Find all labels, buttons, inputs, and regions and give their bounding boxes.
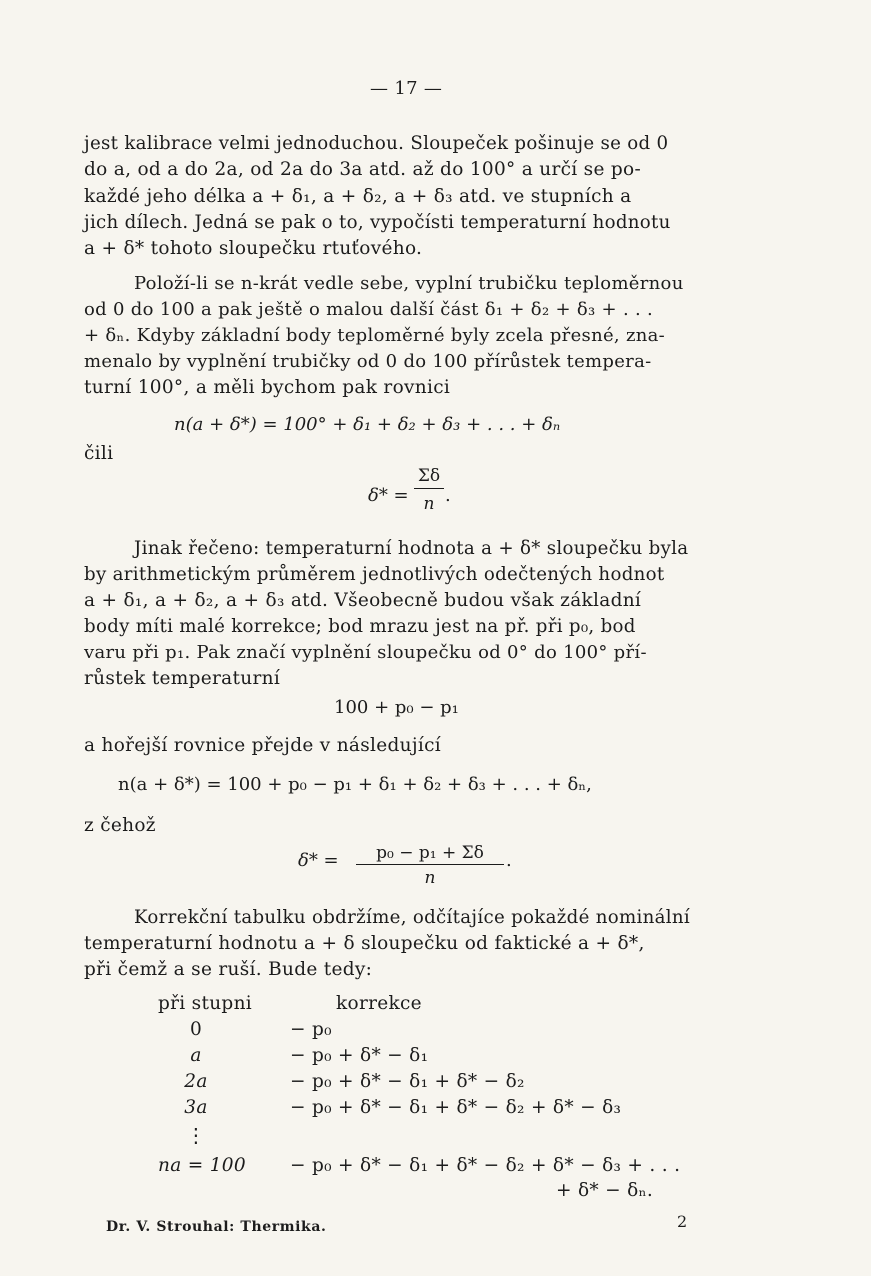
- para1-line3: každé jeho délka a + δ₁, a + δ₂, a + δ₃ atd. ve stupních a: [84, 186, 632, 207]
- para2-line3: + δₙ. Kdyby základní body teploměrné byly zcela přesné, zna-: [84, 325, 666, 346]
- equation-2-fraction-bar: [414, 488, 444, 489]
- table-row-0-correction: − p₀: [290, 1019, 332, 1040]
- para2-line5: turní 100°, a měli bychom pak rovnici: [84, 377, 451, 398]
- para3-line1: Jinak řečeno: temperaturní hodnota a + δ* sloupečku byla: [134, 538, 689, 559]
- para5-line2: temperaturní hodnotu a + δ sloupečku od faktické a + δ*,: [84, 933, 645, 954]
- equation-2-period: .: [445, 485, 451, 506]
- para2-line4: menalo by vyplnění trubičky od 0 do 100 přírůstek tempera-: [84, 351, 652, 372]
- equation-4: n(a + δ*) = 100 + p₀ − p₁ + δ₁ + δ₂ + δ₃ + . . . + δₙ,: [118, 774, 592, 795]
- para3-line2: by arithmetickým průměrem jednotlivých odečtených hodnot: [84, 564, 665, 585]
- para2-line2: od 0 do 100 a pak ještě o malou další část δ₁ + δ₂ + δ₃ + . . .: [84, 299, 654, 320]
- table-last-correction-line1: − p₀ + δ* − δ₁ + δ* − δ₂ + δ* − δ₃ + . . .: [290, 1155, 681, 1176]
- table-row-1-degree: a: [190, 1045, 202, 1066]
- para1-line5: a + δ* tohoto sloupečku rtuťového.: [84, 238, 423, 259]
- table-last-degree: na = 100: [158, 1155, 246, 1176]
- equation-5-lhs: δ* =: [298, 850, 339, 871]
- word-z-cehoz: z čehož: [84, 815, 156, 836]
- equation-5-period: .: [506, 850, 512, 871]
- page-number: — 17 —: [370, 78, 443, 99]
- table-row-2-degree: 2a: [184, 1071, 208, 1092]
- para1-line2: do a, od a do 2a, od 2a do 3a atd. až do 100° a určí se po-: [84, 159, 642, 180]
- word-cili: čili: [84, 443, 114, 464]
- para4: a hořejší rovnice přejde v následující: [84, 735, 442, 756]
- para3-line5: varu při p₁. Pak značí vyplnění sloupečku od 0° do 100° pří-: [84, 642, 647, 663]
- table-row-2-correction: − p₀ + δ* − δ₁ + δ* − δ₂: [290, 1071, 525, 1092]
- equation-5-numerator: p₀ − p₁ + Σδ: [376, 843, 484, 863]
- equation-2-lhs: δ* =: [368, 485, 409, 506]
- footer-author-title: Dr. V. Strouhal: Thermika.: [106, 1219, 327, 1235]
- table-header-degree: při stupni: [158, 993, 253, 1014]
- para1-line4: jich dílech. Jedná se pak o to, vypočísti temperaturní hodnotu: [84, 212, 671, 233]
- equation-1: n(a + δ*) = 100° + δ₁ + δ₂ + δ₃ + . . . + δₙ: [174, 414, 561, 435]
- equation-5-denominator: n: [424, 868, 436, 888]
- para5-line3: při čemž a se ruší. Bude tedy:: [84, 959, 373, 980]
- table-header-correction: korrekce: [336, 993, 422, 1014]
- para3-line4: body míti malé korrekce; bod mrazu jest na př. při p₀, bod: [84, 616, 636, 637]
- table-last-correction-line2: + δ* − δₙ.: [556, 1180, 654, 1201]
- para3-line6: růstek temperaturní: [84, 668, 281, 689]
- equation-2-numerator: Σδ: [417, 466, 441, 486]
- para3-line3: a + δ₁, a + δ₂, a + δ₃ atd. Všeobecně budou však základní: [84, 590, 642, 611]
- table-vertical-dots: ⋮: [185, 1123, 207, 1147]
- table-row-3-degree: 3a: [184, 1097, 208, 1118]
- equation-5-fraction-bar: [356, 864, 504, 865]
- para1-line1: jest kalibrace velmi jednoduchou. Sloupeček pošinuje se od 0: [84, 133, 669, 154]
- table-row-3-correction: − p₀ + δ* − δ₁ + δ* − δ₂ + δ* − δ₃: [290, 1097, 622, 1118]
- table-row-1-correction: − p₀ + δ* − δ₁: [290, 1045, 429, 1066]
- table-row-0-degree: 0: [189, 1019, 203, 1040]
- para5-line1: Korrekční tabulku obdržíme, odčítajíce pokaždé nominální: [134, 907, 691, 928]
- equation-3: 100 + p₀ − p₁: [334, 697, 459, 718]
- para2-line1: Položí-li se n-krát vedle sebe, vyplní trubičku teploměrnou: [134, 273, 684, 294]
- footer-sheet-number: 2: [677, 1212, 688, 1231]
- equation-2-denominator: n: [423, 494, 435, 514]
